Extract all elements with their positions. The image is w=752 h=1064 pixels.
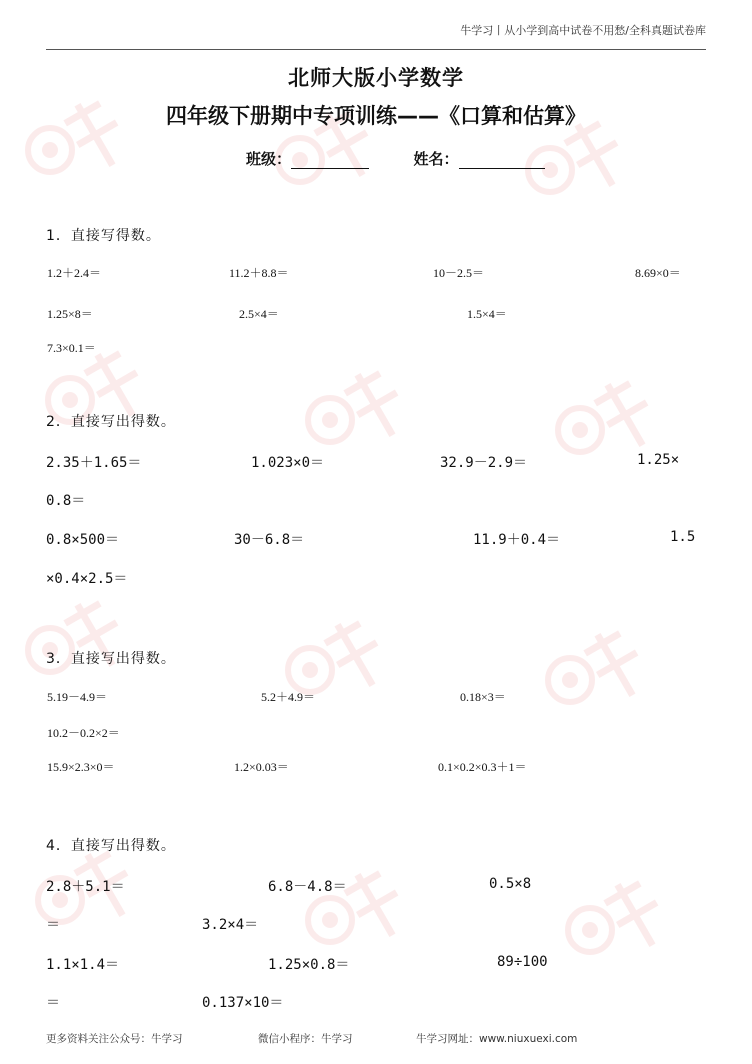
problem: 1.25×0.8＝: [268, 957, 350, 973]
section-3-heading: 3．直接写出得数。: [46, 651, 176, 667]
class-label: 班级：: [246, 150, 292, 168]
problem: 3.2×4＝: [202, 917, 259, 933]
problem: 32.9－2.9＝: [440, 455, 528, 471]
problem: 1.25×8＝: [47, 307, 93, 321]
niuxuexi-logo-icon: [20, 80, 140, 200]
problem: ＝: [46, 995, 60, 1011]
problem: 10－2.5＝: [433, 266, 485, 280]
problem: 0.8＝: [46, 493, 86, 509]
problem: 2.5×4＝: [239, 307, 279, 321]
footer-mini-program: 微信小程序：牛学习: [258, 1033, 353, 1045]
problem: 5.2＋4.9＝: [261, 690, 316, 704]
problem: 0.18×3＝: [460, 690, 506, 704]
problem: 89÷100: [497, 954, 548, 970]
problem: 1.023×0＝: [251, 455, 325, 471]
header-tagline: 牛学习丨从小学到高中试卷不用愁/全科真题试卷库: [460, 24, 706, 37]
section-2-heading: 2．直接写出得数。: [46, 414, 176, 430]
problem: 0.137×10＝: [202, 995, 284, 1011]
problem: 11.9＋0.4＝: [473, 532, 561, 548]
niuxuexi-logo-icon: [300, 850, 420, 970]
page-title: 北师大版小学数学: [288, 66, 464, 90]
student-info: [246, 148, 545, 169]
problem: 1.5×4＝: [467, 307, 507, 321]
problem: 1.5: [670, 529, 696, 545]
problem: 1.1×1.4＝: [46, 957, 120, 973]
problem: 30－6.8＝: [234, 532, 305, 548]
problem: 1.2＋2.4＝: [47, 266, 102, 280]
problem: ×0.4×2.5＝: [46, 571, 128, 587]
niuxuexi-logo-icon: [560, 860, 680, 980]
niuxuexi-logo-icon: [540, 610, 660, 730]
problem: 6.8－4.8＝: [268, 879, 347, 895]
problem: 1.2×0.03＝: [234, 760, 289, 774]
name-blank: [459, 154, 545, 169]
problem: 11.2＋8.8＝: [229, 266, 289, 280]
problem: 1.25×: [637, 452, 680, 468]
problem: 7.3×0.1＝: [47, 341, 96, 355]
section-1-heading: 1．直接写得数。: [46, 228, 161, 244]
footer-website[interactable]: 牛学习网址：www.niuxuexi.com: [416, 1033, 578, 1045]
niuxuexi-logo-icon: [20, 580, 140, 700]
problem: ＝: [46, 917, 60, 933]
problem: 2.8＋5.1＝: [46, 879, 125, 895]
problem: 8.69×0＝: [635, 266, 681, 280]
page-subtitle: 四年级下册期中专项训练——《口算和估算》: [166, 104, 586, 128]
problem: 10.2－0.2×2＝: [47, 726, 120, 740]
problem: 0.5×8: [489, 876, 532, 892]
class-blank: [291, 154, 369, 169]
problem: 0.1×0.2×0.3＋1＝: [438, 760, 527, 774]
header-divider: [46, 49, 706, 50]
name-label: 姓名：: [413, 150, 459, 168]
section-4-heading: 4．直接写出得数。: [46, 838, 176, 854]
footer-wechat-account: 更多资料关注公众号：牛学习: [46, 1033, 183, 1045]
problem: 0.8×500＝: [46, 532, 120, 548]
problem: 2.35＋1.65＝: [46, 455, 142, 471]
problem: 15.9×2.3×0＝: [47, 760, 115, 774]
problem: 5.19－4.9＝: [47, 690, 108, 704]
